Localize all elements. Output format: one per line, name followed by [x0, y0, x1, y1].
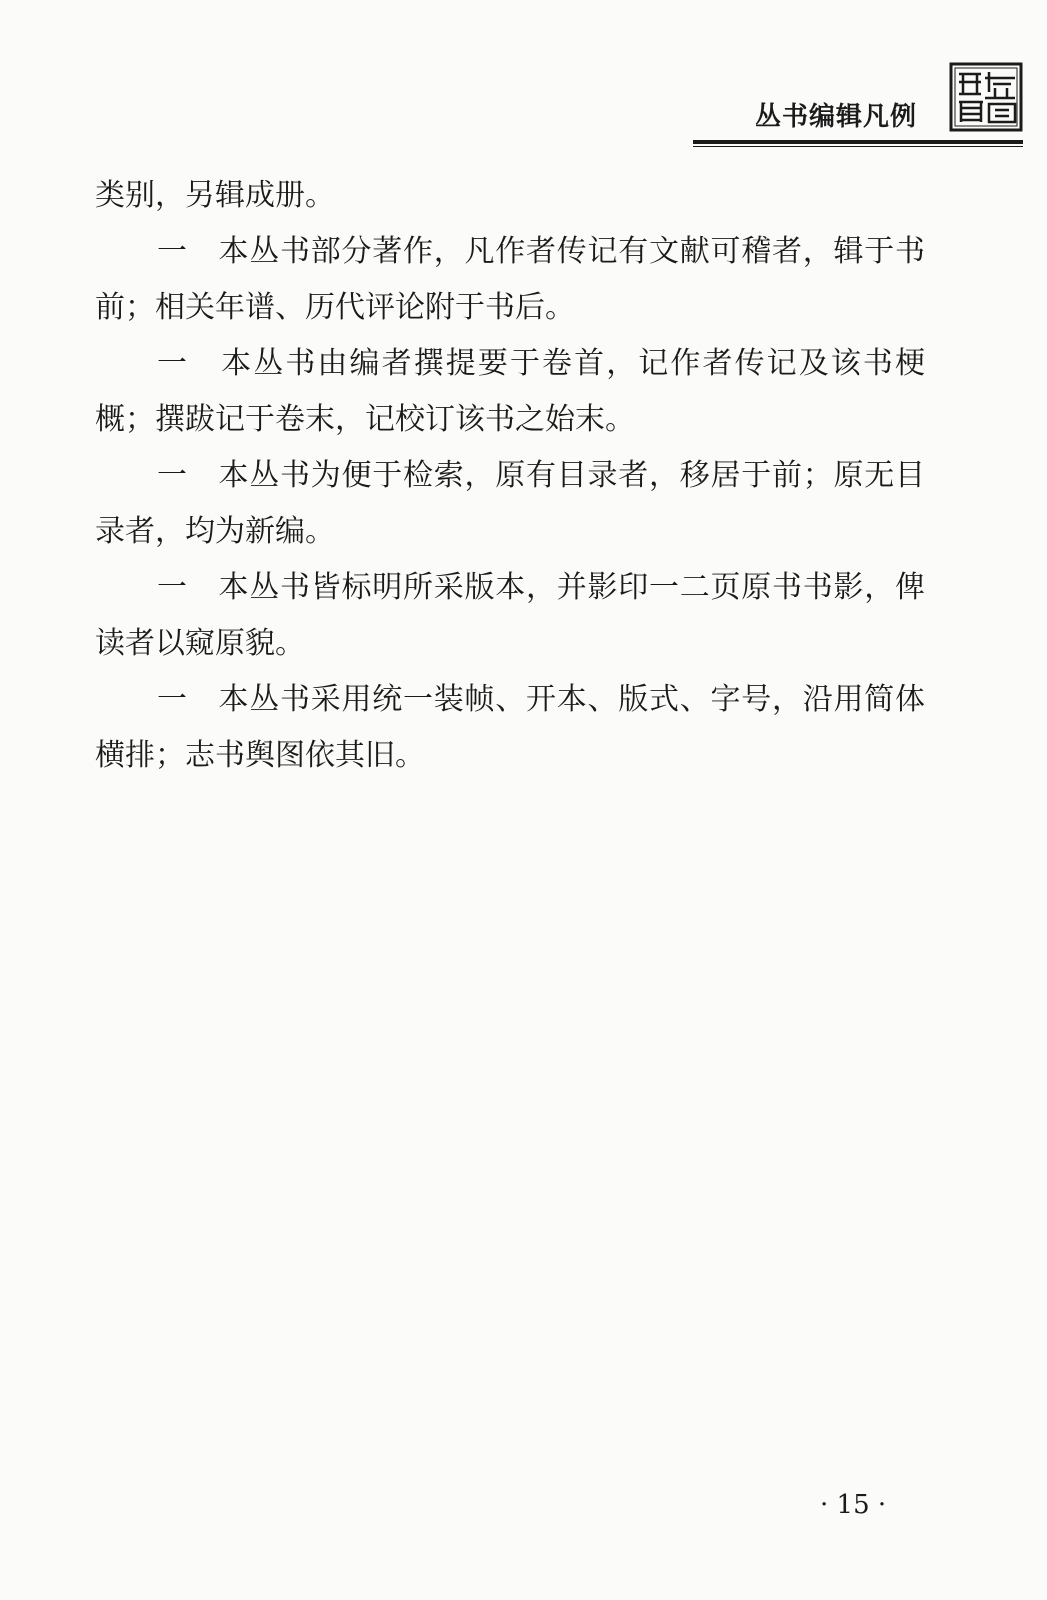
paragraph-continuation: 类别，另辑成册。: [95, 178, 335, 213]
paragraph-item: 一 本丛书皆标明所采版本，并影印一二页原书书影，俾读者以窥原貌。: [95, 570, 925, 661]
paragraph-item: 一 本丛书采用统一装帧、开本、版式、字号，沿用简体横排；志书舆图依其旧。: [95, 682, 925, 773]
body-text: [95, 168, 925, 784]
seal-logo-icon: [949, 62, 1023, 132]
paragraph-item: 一 本丛书由编者撰提要于卷首，记作者传记及该书梗概；撰跋记于卷末，记校订该书之始末。: [95, 346, 925, 437]
paragraph-item: 一 本丛书部分著作，凡作者传记有文献可稽者，辑于书前；相关年谱、历代评论附于书后。: [95, 234, 925, 325]
paragraph-item: 一 本丛书为便于检索，原有目录者，移居于前；原无目录者，均为新编。: [95, 458, 925, 549]
header-rule: [693, 140, 1023, 147]
running-header-title: 丛书编辑凡例: [754, 102, 917, 132]
page-number: · 15 ·: [820, 1490, 887, 1520]
